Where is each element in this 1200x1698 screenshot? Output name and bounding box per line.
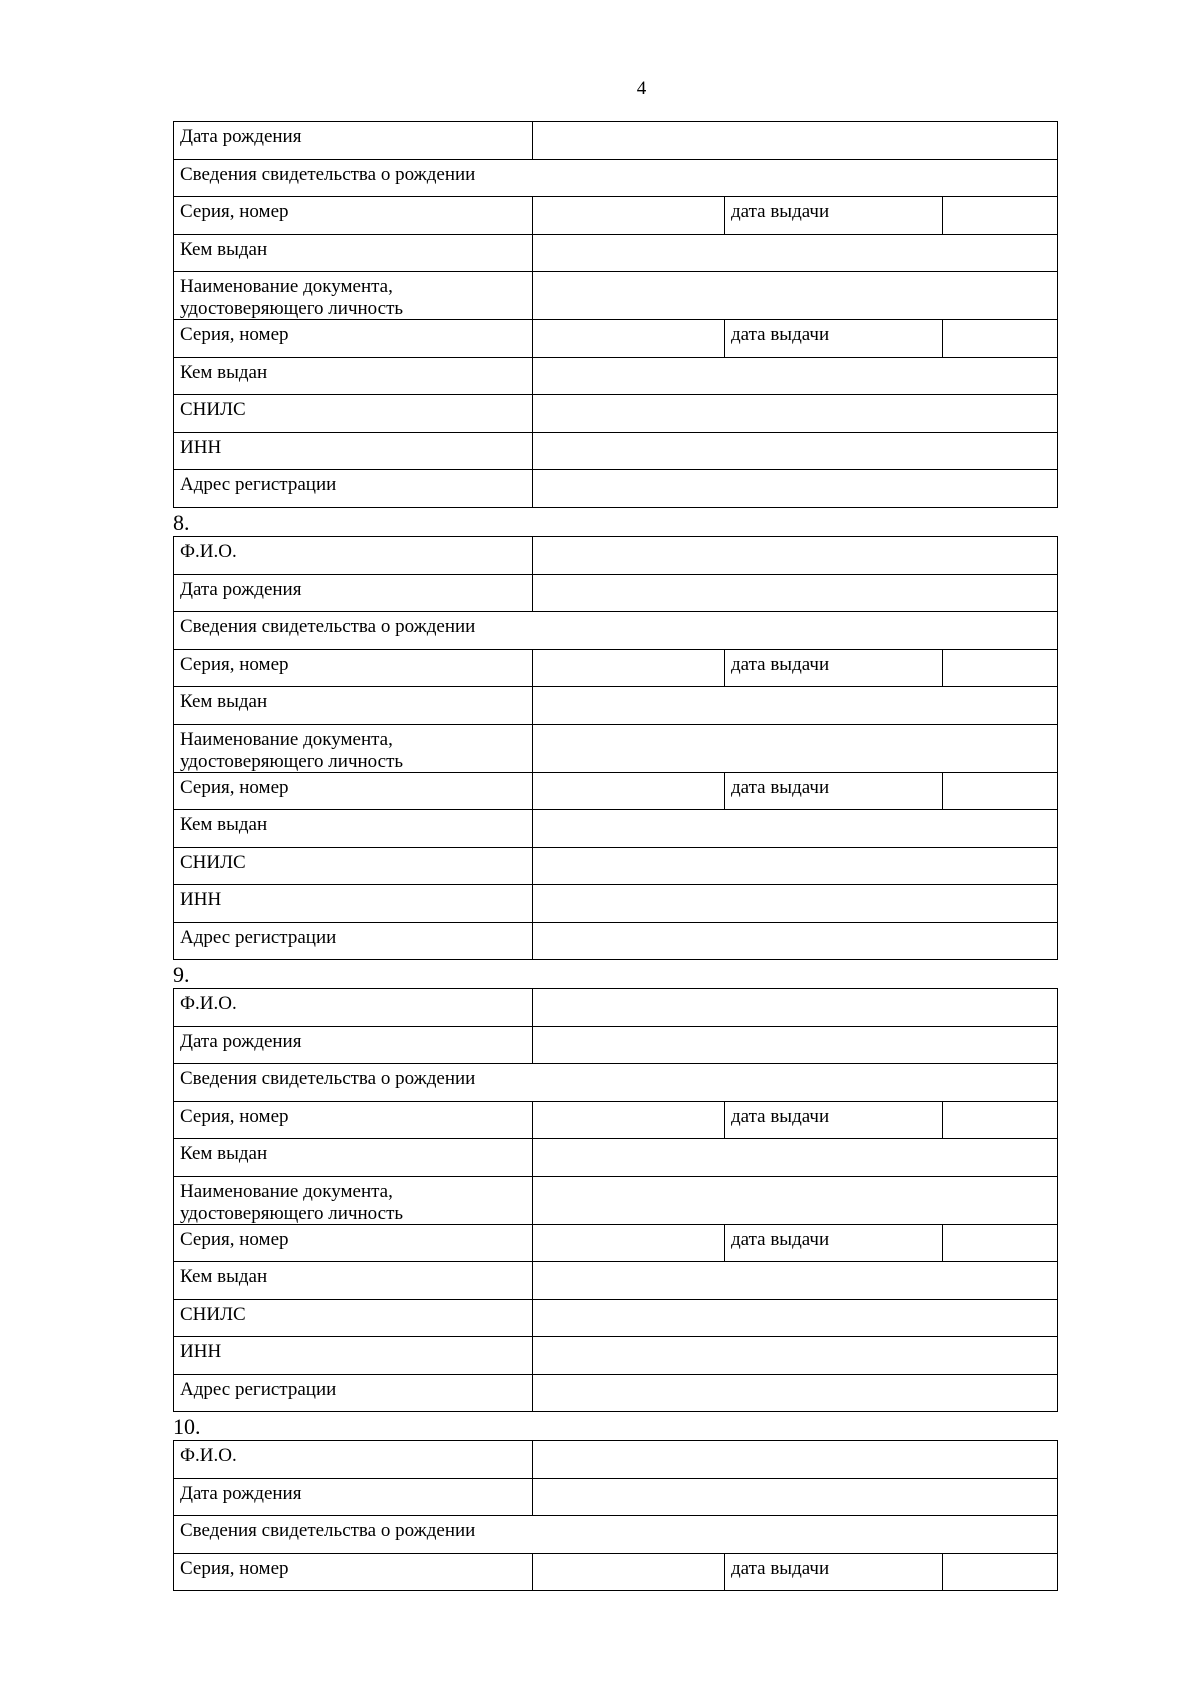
certificate-series-row [174,1553,1058,1591]
issued-by-field[interactable] [533,810,1058,848]
inn-field[interactable] [533,1337,1058,1375]
birth-date-label: Дата рождения [174,574,533,612]
reg-address-field[interactable] [533,922,1058,960]
snils-field[interactable] [533,847,1058,885]
section-number-9: 9. [173,962,190,987]
inn-label: ИНН [174,885,533,923]
series-number-label: Серия, номер [174,1101,533,1139]
certificate-issued-by-row [174,234,1058,272]
issue-date-field[interactable] [943,1101,1058,1139]
id-document-label-line2: удостоверяющего личность [180,1202,404,1224]
fio-label: Ф.И.О. [174,537,533,575]
person-form-9 [173,988,1058,1412]
issued-by-label: Кем выдан [174,234,533,272]
snils-field[interactable] [533,395,1058,433]
id-document-label [174,1176,533,1224]
reg-address-label: Адрес регистрации [174,470,533,508]
reg-address-row [174,470,1058,508]
reg-address-row [174,922,1058,960]
snils-label: СНИЛС [174,1299,533,1337]
issue-date-field[interactable] [943,1224,1058,1262]
reg-address-label: Адрес регистрации [174,1374,533,1412]
id-document-label-line1: Наименование документа, [180,276,393,297]
series-number-field[interactable] [533,772,725,810]
birth-date-label: Дата рождения [174,1478,533,1516]
certificate-issued-by-row [174,1139,1058,1177]
issued-by-label: Кем выдан [174,810,533,848]
birth-certificate-label: Сведения свидетельства о рождении [174,159,1058,197]
inn-field[interactable] [533,885,1058,923]
id-document-field[interactable] [533,272,1058,320]
fio-row [174,989,1058,1027]
id-document-row [174,1176,1058,1224]
person-form-10 [173,1440,1058,1591]
id-document-label [174,272,533,320]
person-form-7-continued [173,121,1058,508]
issue-date-field[interactable] [943,649,1058,687]
fio-label: Ф.И.О. [174,1441,533,1479]
id-issued-by-row [174,810,1058,848]
snils-row [174,395,1058,433]
series-number-label: Серия, номер [174,1224,533,1262]
series-number-field[interactable] [533,1224,725,1262]
id-document-label [174,724,533,772]
id-document-row [174,272,1058,320]
birth-date-label: Дата рождения [174,1026,533,1064]
issued-by-field[interactable] [533,1262,1058,1300]
id-document-label-line2: удостоверяющего личность [180,750,404,772]
issue-date-field[interactable] [943,772,1058,810]
series-number-label: Серия, номер [174,197,533,235]
birth-date-row [174,574,1058,612]
issued-by-field[interactable] [533,234,1058,272]
series-number-field[interactable] [533,1101,725,1139]
reg-address-field[interactable] [533,1374,1058,1412]
series-number-field[interactable] [533,197,725,235]
id-document-label-line1: Наименование документа, [180,728,393,750]
id-series-row [174,772,1058,810]
certificate-series-row [174,197,1058,235]
page-number: 4 [636,78,647,99]
issue-date-field[interactable] [943,320,1058,358]
birth-date-field[interactable] [533,574,1058,612]
id-document-row [174,724,1058,772]
snils-row [174,847,1058,885]
issue-date-label: дата выдачи [725,772,943,810]
id-series-row [174,320,1058,358]
fio-field[interactable] [533,537,1058,575]
birth-date-label: Дата рождения [174,122,533,160]
fio-row [174,537,1058,575]
issued-by-label: Кем выдан [174,357,533,395]
section-number-8: 8. [173,510,190,535]
inn-row [174,432,1058,470]
snils-label: СНИЛС [174,395,533,433]
issue-date-label: дата выдачи [725,1553,943,1591]
id-document-label-line1: Наименование документа, [180,1180,393,1202]
id-document-field[interactable] [533,1176,1058,1224]
issue-date-label: дата выдачи [725,1224,943,1262]
person-form-8 [173,536,1058,960]
birth-certificate-row [174,1516,1058,1554]
reg-address-field[interactable] [533,470,1058,508]
inn-label: ИНН [174,432,533,470]
birth-certificate-row [174,159,1058,197]
birth-certificate-row [174,612,1058,650]
issued-by-label: Кем выдан [174,1262,533,1300]
issued-by-field[interactable] [533,687,1058,725]
issue-date-label: дата выдачи [725,649,943,687]
birth-certificate-label: Сведения свидетельства о рождении [174,1516,1058,1554]
id-issued-by-row [174,1262,1058,1300]
fio-row [174,1441,1058,1479]
snils-label: СНИЛС [174,847,533,885]
series-number-field[interactable] [533,1553,725,1591]
series-number-label: Серия, номер [174,649,533,687]
issued-by-label: Кем выдан [174,1139,533,1177]
birth-certificate-label: Сведения свидетельства о рождении [174,1064,1058,1102]
issued-by-label: Кем выдан [174,687,533,725]
birth-date-row [174,1478,1058,1516]
fio-field[interactable] [533,989,1058,1027]
series-number-label: Серия, номер [174,320,533,358]
id-series-row [174,1224,1058,1262]
birth-date-row [174,1026,1058,1064]
id-issued-by-row [174,357,1058,395]
birth-certificate-row [174,1064,1058,1102]
id-document-field[interactable] [533,724,1058,772]
issue-date-label: дата выдачи [725,1101,943,1139]
inn-label: ИНН [174,1337,533,1375]
issue-date-label: дата выдачи [725,197,943,235]
issue-date-label: дата выдачи [725,320,943,358]
birth-date-field[interactable] [533,1478,1058,1516]
inn-row [174,1337,1058,1375]
birth-certificate-label: Сведения свидетельства о рождении [174,612,1058,650]
inn-field[interactable] [533,432,1058,470]
series-number-label: Серия, номер [174,1553,533,1591]
section-number-10: 10. [173,1414,201,1439]
id-document-label-line2: удостоверяющего личность [180,298,404,319]
birth-date-field[interactable] [533,1026,1058,1064]
series-number-field[interactable] [533,320,725,358]
snils-field[interactable] [533,1299,1058,1337]
snils-row [174,1299,1058,1337]
certificate-series-row [174,1101,1058,1139]
inn-row [174,885,1058,923]
issued-by-field[interactable] [533,1139,1058,1177]
issued-by-field[interactable] [533,357,1058,395]
issue-date-field[interactable] [943,197,1058,235]
fio-label: Ф.И.О. [174,989,533,1027]
birth-date-row [174,122,1058,160]
certificate-series-row [174,649,1058,687]
certificate-issued-by-row [174,687,1058,725]
series-number-label: Серия, номер [174,772,533,810]
series-number-field[interactable] [533,649,725,687]
reg-address-label: Адрес регистрации [174,922,533,960]
fio-field[interactable] [533,1441,1058,1479]
reg-address-row [174,1374,1058,1412]
birth-date-field[interactable] [533,122,1058,160]
issue-date-field[interactable] [943,1553,1058,1591]
